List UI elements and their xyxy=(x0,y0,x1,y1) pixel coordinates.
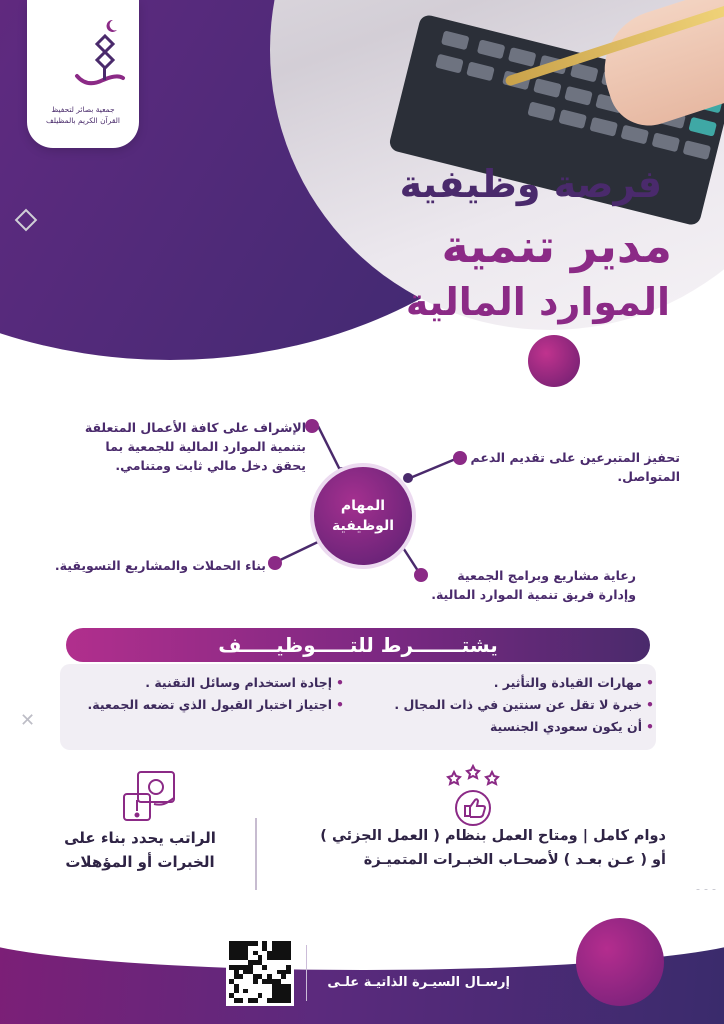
footer-apply-text xyxy=(310,950,510,994)
salary-line-2: الخبرات أو المؤهلات xyxy=(65,853,215,871)
money-warning-icon xyxy=(120,768,180,824)
task-item-1: الإشراف على كافة الأعمال المتعلقة بتنمية الموارد المالية للجمعية بما يحقق دخل مالي ثابت ومتنامي. xyxy=(84,420,306,473)
work-hours-text xyxy=(246,824,666,872)
logo-org-name xyxy=(31,104,135,126)
logo-org-line-1: جمعية بصائر لتحفيظ xyxy=(51,105,115,114)
requirements-left-column xyxy=(44,672,344,716)
title-position-line-2: الموارد المالية xyxy=(405,280,670,324)
work-hours-line-2: أو ( عـن بعـد ) لأصحـاب الخبـرات المتميـزة xyxy=(363,852,666,868)
task-node-3 xyxy=(268,556,282,570)
decorative-dot xyxy=(528,335,580,387)
title-job-opportunity: فرصة وظيفية xyxy=(399,162,662,206)
footer-line-2: إرسـال السيـرة الذاتيـة علـى xyxy=(327,975,510,990)
qr-code-icon[interactable] xyxy=(226,938,294,1006)
footer-divider xyxy=(306,945,307,1001)
logo-card xyxy=(27,0,139,148)
thumbs-up-stars-icon xyxy=(444,764,502,828)
task-item-2: تحفيز المتبرعين على تقديم الدعم المتواصل. xyxy=(470,450,680,484)
tasks-hub-label: المهام الوظيفية xyxy=(331,498,394,534)
qr-code-pattern xyxy=(229,941,291,1003)
footer-line-1: للتقديم على الفرصة الوظيفية xyxy=(316,953,510,968)
requirement-item: •أن يكون سعودي الجنسية xyxy=(489,719,654,734)
x-decoration: ✕ xyxy=(20,710,36,731)
requirement-item: •خبرة لا تقل عن سنتين في ذات المجال . xyxy=(394,697,654,712)
salary-line-1: الراتب يحدد بناء على xyxy=(64,829,216,847)
task-node-1 xyxy=(305,419,319,433)
title-position-line-1: مدير تنمية xyxy=(441,219,672,273)
salary-text xyxy=(40,826,240,874)
requirement-item: •مهارات القيادة والتأثير . xyxy=(493,675,654,690)
task-item-3: بناء الحملات والمشاريع التسويقية. xyxy=(54,558,266,573)
task-item-4: رعاية مشاريع وبرامج الجمعية وإدارة فريق تنمية الموارد المالية. xyxy=(431,568,636,602)
footer-decorative-dot xyxy=(576,918,664,1006)
requirement-item: •اجتياز اختبار القبول الذي تضعه الجمعية. xyxy=(87,697,344,712)
logo-org-line-2: القرآن الكريم بالمظيلف xyxy=(45,116,121,125)
requirements-heading: يشتـــــــرط للتـــــوظيـــــف xyxy=(66,628,650,662)
work-hours-line-1: دوام كامل | ومتاح العمل بنظام ( العمل الجزئي ) xyxy=(320,828,666,844)
logo-mark-icon xyxy=(69,14,129,94)
tasks-hub xyxy=(310,463,416,569)
requirement-item: •إجادة استخدام وسائل التقنية . xyxy=(145,675,344,690)
requirements-right-column xyxy=(354,672,654,738)
